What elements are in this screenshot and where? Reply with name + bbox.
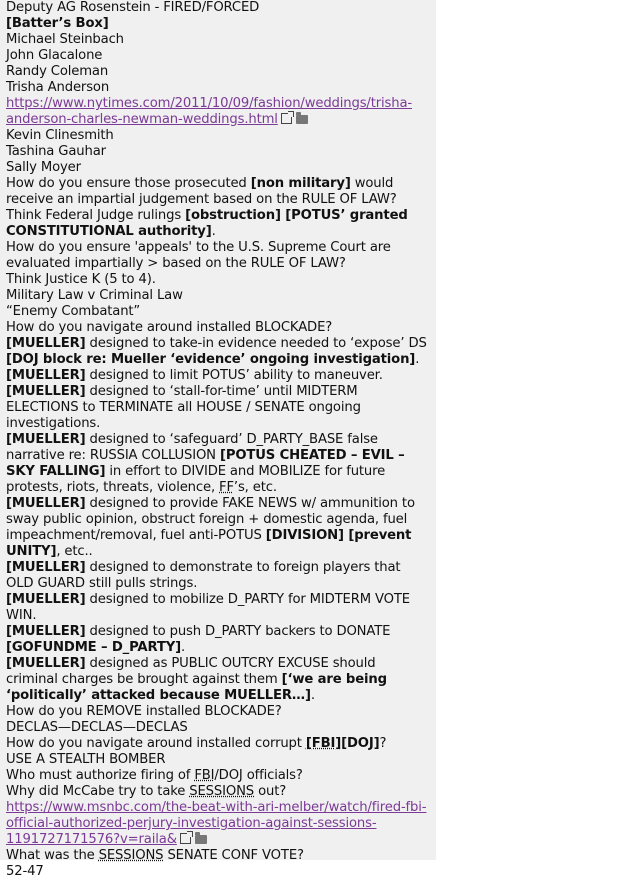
text-line: John Glacalone bbox=[6, 48, 103, 63]
text-line: Sally Moyer bbox=[6, 160, 81, 175]
text-line: How do you ensure those prosecuted [non military] would receive an impartial judgement based on the RULE OF LAW? bbox=[6, 176, 397, 207]
text-line: [MUELLER] designed to limit POTUS’ ability to maneuver. bbox=[6, 368, 383, 383]
text-line: Deputy AG Rosenstein - FIRED/FORCED bbox=[6, 0, 260, 15]
text-line: “Enemy Combatant” bbox=[6, 304, 141, 319]
text-line: [MUELLER] designed to push D_PARTY backers to DONATE [GOFUNDME – D_PARTY]. bbox=[6, 624, 391, 655]
text-line: [Batter’s Box] bbox=[6, 16, 109, 31]
text-line: [MUELLER] designed to demonstrate to foreign players that OLD GUARD still pulls strings. bbox=[6, 560, 401, 591]
text-line: Randy Coleman bbox=[6, 64, 109, 79]
external-link-icon[interactable] bbox=[281, 113, 292, 124]
text-line: [MUELLER] designed as PUBLIC OUTCRY EXCUSE should criminal charges be brought against them [‘we are being ‘politically’ attacked because MUELLER…]. bbox=[6, 656, 387, 703]
text-line: Kevin Clinesmith bbox=[6, 128, 114, 143]
text-line: Tashina Gauhar bbox=[6, 144, 106, 159]
text-line: Military Law v Criminal Law bbox=[6, 288, 183, 303]
text-line: Michael Steinbach bbox=[6, 32, 124, 47]
text-line: Think Justice K (5 to 4). bbox=[6, 272, 156, 287]
folder-icon[interactable] bbox=[195, 835, 207, 844]
text-line: How do you navigate around installed BLOCKADE? bbox=[6, 320, 333, 335]
text-line: [MUELLER] designed to take-in evidence needed to ‘expose’ DS bbox=[6, 336, 427, 351]
text-line: [MUELLER] designed to ‘stall-for-time’ until MIDTERM ELECTIONS to TERMINATE all HOUSE / SENATE ongoing investigations. bbox=[6, 384, 361, 431]
text-line: Why did McCabe try to take SESSIONS out? bbox=[6, 784, 287, 799]
text-line: How do you navigate around installed corrupt [FBI][DOJ]? bbox=[6, 736, 387, 751]
text-line: How do you ensure 'appeals' to the U.S. Supreme Court are evaluated impartially > based on the RULE OF LAW? bbox=[6, 240, 391, 271]
text-line: What was the SESSIONS SENATE CONF VOTE? bbox=[6, 848, 304, 863]
text-line: How do you REMOVE installed BLOCKADE? bbox=[6, 704, 282, 719]
text-line: [MUELLER] designed to ‘safeguard’ D_PARTY_BASE false narrative re: RUSSIA COLLUSION [POTUS CHEATED – EVIL – SKY FALLING] in effort to DIVIDE and MOBILIZE for future protests, riots, threats, violence, FF’s, etc. bbox=[6, 432, 405, 495]
nytimes-link[interactable]: https://www.nytimes.com/2011/10/09/fashion/weddings/trisha-anderson-charles-newman-weddings.html bbox=[6, 96, 412, 127]
text-line: DECLAS—DECLAS—DECLAS bbox=[6, 720, 188, 735]
text-line: [DOJ block re: Mueller ‘evidence’ ongoing investigation]. bbox=[6, 352, 420, 367]
link-line bbox=[6, 800, 430, 848]
text-line: Think Federal Judge rulings [obstruction] [POTUS’ granted CONSTITUTIONAL authority]. bbox=[6, 208, 408, 239]
link-line bbox=[6, 96, 430, 128]
text-line: [MUELLER] designed to mobilize D_PARTY for MIDTERM VOTE WIN. bbox=[6, 592, 410, 623]
text-line: USE A STEALTH BOMBER bbox=[6, 752, 166, 767]
msnbc-link[interactable]: https://www.msnbc.com/the-beat-with-ari-melber/watch/fired-fbi-official-authorized-perjury-investigation-against-sessions-1191727171576?v=raila& bbox=[6, 800, 427, 847]
text-line: Who must authorize firing of FBI/DOJ officials? bbox=[6, 768, 303, 783]
text-line: 52-47 bbox=[6, 864, 44, 879]
folder-icon[interactable] bbox=[296, 115, 308, 124]
text-line: [MUELLER] designed to provide FAKE NEWS w/ ammunition to sway public opinion, obstruct foreign + domestic agenda, fuel impeachment/removal, fuel anti-POTUS [DIVISION] [prevent UNITY], etc.. bbox=[6, 496, 415, 559]
text-line: Trisha Anderson bbox=[6, 80, 110, 95]
external-link-icon[interactable] bbox=[180, 833, 191, 844]
